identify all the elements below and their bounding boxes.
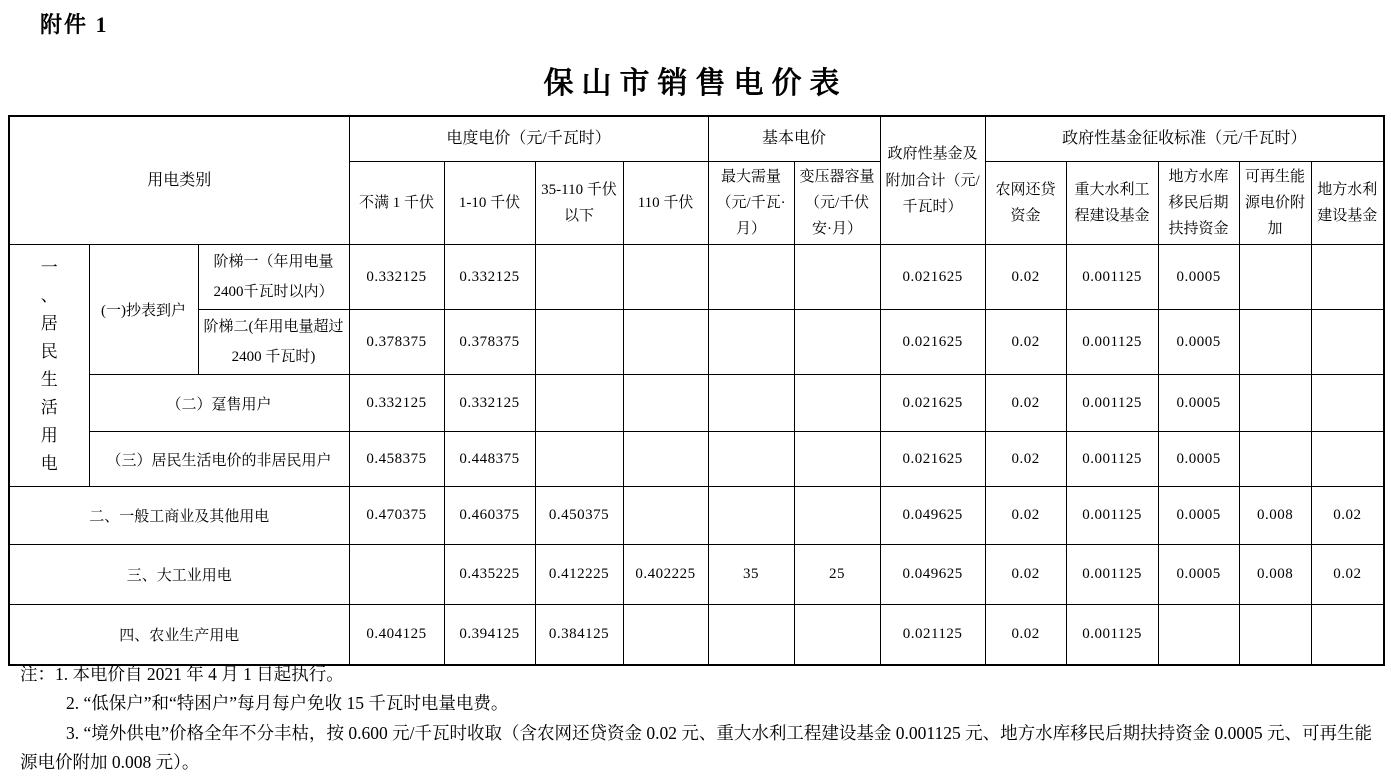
price-cell bbox=[1311, 605, 1384, 665]
header-category: 用电类别 bbox=[9, 116, 349, 245]
price-cell: 0.02 bbox=[985, 245, 1066, 310]
page-title: 保山市销售电价表 bbox=[543, 67, 848, 100]
price-cell bbox=[1239, 310, 1311, 375]
price-cell bbox=[794, 245, 880, 310]
header-fund-total: 政府性基金及附加合计（元/千瓦时） bbox=[880, 116, 985, 245]
price-cell bbox=[1239, 245, 1311, 310]
tier-cell: 阶梯二(年用电量超过 2400 千瓦时) bbox=[198, 310, 349, 375]
price-cell: 0.001125 bbox=[1066, 432, 1158, 487]
price-cell: 0.02 bbox=[1311, 545, 1384, 605]
price-cell bbox=[623, 432, 708, 487]
col-header-renewable-surcharge: 可再生能源电价附加 bbox=[1239, 161, 1311, 245]
note-line: 2. “低保户”和“特困户”每月每户免收 15 千瓦时电量电费。 bbox=[66, 693, 509, 714]
price-cell bbox=[623, 310, 708, 375]
price-cell bbox=[349, 545, 444, 605]
price-cell: 0.021125 bbox=[880, 605, 985, 665]
price-cell bbox=[1239, 605, 1311, 665]
price-cell: 0.332125 bbox=[444, 245, 535, 310]
price-cell: 0.001125 bbox=[1066, 487, 1158, 545]
price-cell: 0.0005 bbox=[1158, 545, 1239, 605]
price-cell: 0.378375 bbox=[444, 310, 535, 375]
price-cell bbox=[708, 432, 794, 487]
price-cell: 0.458375 bbox=[349, 432, 444, 487]
price-cell: 0.384125 bbox=[535, 605, 623, 665]
table-row bbox=[9, 487, 1384, 545]
col-header-transformer-capacity: 变压器容量（元/千伏安·月） bbox=[794, 161, 880, 245]
footnotes bbox=[20, 660, 1380, 778]
row-label-cell: 四、农业生产用电 bbox=[9, 605, 349, 665]
price-cell: 0.450375 bbox=[535, 487, 623, 545]
price-cell bbox=[535, 375, 623, 432]
price-cell bbox=[794, 375, 880, 432]
price-cell bbox=[1311, 432, 1384, 487]
col-header-major-water-fund: 重大水利工程建设基金 bbox=[1066, 161, 1158, 245]
price-cell: 0.02 bbox=[985, 432, 1066, 487]
price-cell: 0.049625 bbox=[880, 545, 985, 605]
price-cell bbox=[1158, 605, 1239, 665]
price-cell: 0.0005 bbox=[1158, 375, 1239, 432]
note-line: 3. “境外供电”价格全年不分丰枯，按 0.600 元/千瓦时收取（含农网还贷资金 0.02 元、重大水利工程建设基金 0.001125 元、地方水库移民后期扶持资金 0.0005 元、可再生能源电价附加 0.008 元）。 bbox=[20, 722, 1372, 773]
price-cell bbox=[794, 432, 880, 487]
price-cell bbox=[794, 310, 880, 375]
tier-cell: 阶梯一（年用电量2400千瓦时以内） bbox=[198, 245, 349, 310]
col-header-rural-grid-fund: 农网还贷资金 bbox=[985, 161, 1066, 245]
col-header-reservoir-migrant-fund: 地方水库移民后期扶持资金 bbox=[1158, 161, 1239, 245]
price-cell: 0.008 bbox=[1239, 487, 1311, 545]
row-label-cell: （二）趸售用户 bbox=[89, 375, 349, 432]
price-cell: 0.049625 bbox=[880, 487, 985, 545]
table-row bbox=[9, 605, 1384, 665]
col-header-max-demand: 最大需量 （元/千瓦·月） bbox=[708, 161, 794, 245]
price-cell bbox=[1239, 432, 1311, 487]
price-cell bbox=[708, 310, 794, 375]
price-cell bbox=[708, 245, 794, 310]
residential-group-label: 一、居民生活用电 bbox=[40, 257, 58, 473]
price-cell: 0.332125 bbox=[349, 375, 444, 432]
header-energy-price-group: 电度电价（元/千瓦时） bbox=[349, 116, 708, 161]
row-label-cell: 二、一般工商业及其他用电 bbox=[9, 487, 349, 545]
col-header-1-10kv: 1-10 千伏 bbox=[444, 161, 535, 245]
metered-cell: (一)抄表到户 bbox=[89, 245, 198, 375]
col-header-below-1kv: 不满 1 千伏 bbox=[349, 161, 444, 245]
header-basic-price-group: 基本电价 bbox=[708, 116, 880, 161]
price-cell: 0.378375 bbox=[349, 310, 444, 375]
price-cell: 0.435225 bbox=[444, 545, 535, 605]
table-row bbox=[9, 432, 1384, 487]
price-cell: 35 bbox=[708, 545, 794, 605]
price-cell bbox=[1311, 375, 1384, 432]
price-cell: 0.332125 bbox=[349, 245, 444, 310]
price-cell: 0.470375 bbox=[349, 487, 444, 545]
price-cell: 0.008 bbox=[1239, 545, 1311, 605]
price-cell: 0.021625 bbox=[880, 310, 985, 375]
price-cell: 0.412225 bbox=[535, 545, 623, 605]
row-label-cell: （三）居民生活电价的非居民用户 bbox=[89, 432, 349, 487]
price-cell: 0.332125 bbox=[444, 375, 535, 432]
price-cell bbox=[623, 605, 708, 665]
header-fund-group: 政府性基金征收标准（元/千瓦时） bbox=[985, 116, 1384, 161]
price-cell: 0.02 bbox=[985, 375, 1066, 432]
row-label-cell: 三、大工业用电 bbox=[9, 545, 349, 605]
price-cell bbox=[708, 487, 794, 545]
price-cell: 0.448375 bbox=[444, 432, 535, 487]
col-header-local-water-fund: 地方水利建设基金 bbox=[1311, 161, 1384, 245]
price-cell: 0.001125 bbox=[1066, 310, 1158, 375]
price-cell: 0.460375 bbox=[444, 487, 535, 545]
price-cell bbox=[708, 605, 794, 665]
price-cell bbox=[535, 310, 623, 375]
price-cell: 0.404125 bbox=[349, 605, 444, 665]
price-cell bbox=[535, 245, 623, 310]
price-cell: 0.0005 bbox=[1158, 432, 1239, 487]
price-cell bbox=[623, 487, 708, 545]
price-table bbox=[8, 115, 1385, 666]
price-cell: 25 bbox=[794, 545, 880, 605]
price-cell bbox=[1239, 375, 1311, 432]
price-cell: 0.402225 bbox=[623, 545, 708, 605]
price-cell bbox=[1311, 245, 1384, 310]
price-cell: 0.0005 bbox=[1158, 310, 1239, 375]
price-cell: 0.001125 bbox=[1066, 605, 1158, 665]
price-cell: 0.021625 bbox=[880, 375, 985, 432]
price-cell: 0.02 bbox=[985, 545, 1066, 605]
price-cell: 0.021625 bbox=[880, 245, 985, 310]
price-cell bbox=[623, 245, 708, 310]
price-cell: 0.02 bbox=[985, 310, 1066, 375]
price-cell bbox=[794, 487, 880, 545]
price-cell: 0.001125 bbox=[1066, 245, 1158, 310]
price-cell: 0.0005 bbox=[1158, 245, 1239, 310]
price-cell: 0.0005 bbox=[1158, 487, 1239, 545]
residential-group-cell bbox=[9, 245, 89, 487]
col-header-110kv: 110 千伏 bbox=[623, 161, 708, 245]
price-cell bbox=[794, 605, 880, 665]
price-cell: 0.021625 bbox=[880, 432, 985, 487]
price-cell bbox=[708, 375, 794, 432]
price-cell: 0.02 bbox=[985, 487, 1066, 545]
price-cell: 0.02 bbox=[1311, 487, 1384, 545]
price-cell: 0.02 bbox=[985, 605, 1066, 665]
price-cell: 0.001125 bbox=[1066, 375, 1158, 432]
price-cell: 0.001125 bbox=[1066, 545, 1158, 605]
table-row bbox=[9, 310, 1384, 375]
price-cell bbox=[1311, 310, 1384, 375]
table-row bbox=[9, 375, 1384, 432]
price-cell bbox=[535, 432, 623, 487]
price-cell: 0.394125 bbox=[444, 605, 535, 665]
table-row bbox=[9, 245, 1384, 310]
price-cell bbox=[623, 375, 708, 432]
col-header-35-110kv: 35-110 千伏以下 bbox=[535, 161, 623, 245]
table-row bbox=[9, 545, 1384, 605]
attachment-label: 附件 1 bbox=[40, 12, 109, 37]
note-line: 注：1. 本电价自 2021 年 4 月 1 日起执行。 bbox=[20, 664, 344, 684]
